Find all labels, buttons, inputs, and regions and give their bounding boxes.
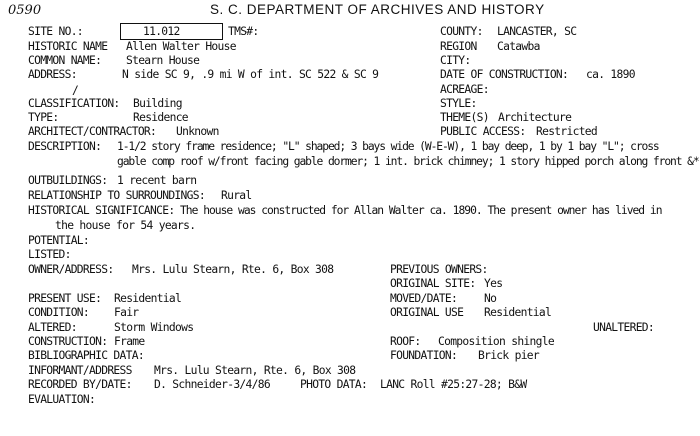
address-label: ADDRESS: <box>28 68 77 81</box>
common-name-value: Stearn House <box>126 54 200 67</box>
historic-name-label: HISTORIC NAME <box>28 40 108 53</box>
roof-label: ROOF: <box>390 335 421 348</box>
previous-owners-label: PREVIOUS OWNERS: <box>390 263 488 276</box>
public-access-value: Restricted <box>536 125 598 138</box>
recorded-by-label: RECORDED BY/DATE: <box>28 378 132 391</box>
listed-label: LISTED: <box>28 248 71 261</box>
informant-label: INFORMANT/ADDRESS <box>28 364 132 377</box>
architect-label: ARCHITECT/CONTRACTOR: <box>28 125 157 138</box>
classification-label: CLASSIFICATION: <box>28 97 120 110</box>
significance-label: HISTORICAL SIGNIFICANCE: <box>28 204 175 217</box>
stray-mark: / <box>72 84 79 97</box>
site-no-value: 11.012 <box>143 25 180 38</box>
original-use-label: ORIGINAL USE <box>390 306 464 319</box>
common-name-label: COMMON NAME: <box>28 54 102 67</box>
altered-label: ALTERED: <box>28 321 77 334</box>
relationship-value: Rural <box>221 189 252 202</box>
evaluation-label: EVALUATION: <box>28 393 96 406</box>
potential-label: POTENTIAL: <box>28 234 90 247</box>
bibliographic-label: BIBLIOGRAPHIC DATA: <box>28 349 144 362</box>
outbuildings-label: OUTBUILDINGS: <box>28 174 108 187</box>
public-access-label: PUBLIC ACCESS: <box>440 125 526 138</box>
address-value: N side SC 9, .9 mi W of int. SC 522 & SC 9 <box>122 68 379 81</box>
condition-value: Fair <box>114 306 139 319</box>
handwritten-number: 0590 <box>8 3 42 18</box>
present-use-value: Residential <box>114 292 182 305</box>
original-use-value: Residential <box>484 306 552 319</box>
outbuildings-value: 1 recent barn <box>117 174 197 187</box>
date-of-construction-label: DATE OF CONSTRUCTION: <box>440 68 569 81</box>
recorded-by-value: D. Schneider-3/4/86 <box>154 378 270 391</box>
county-value: LANCASTER, SC <box>497 25 577 38</box>
type-label: TYPE: <box>28 111 59 124</box>
date-of-construction-value: ca. 1890 <box>586 68 635 81</box>
acreage-label: ACREAGE: <box>440 83 489 96</box>
region-label: REGION <box>440 40 477 53</box>
present-use-label: PRESENT USE: <box>28 292 102 305</box>
form-title: S. C. DEPARTMENT OF ARCHIVES AND HISTORY <box>210 2 545 17</box>
site-no-label: SITE NO.: <box>28 25 83 38</box>
roof-value: Composition shingle <box>438 335 554 348</box>
construction-value: Frame <box>114 335 145 348</box>
photo-data-value: LANC Roll #25:27-28; B&W <box>380 378 527 391</box>
county-label: COUNTY: <box>440 25 483 38</box>
themes-value: Architecture <box>498 111 572 124</box>
description-label: DESCRIPTION: <box>28 140 102 153</box>
region-value: Catawba <box>497 40 540 53</box>
description-line-2: gable comp roof w/front facing gable dormer; 1 int. brick chimney; 1 story hipped porch along front &* <box>117 155 699 168</box>
significance-line-1: The house was constructed for Allan Walter ca. 1890. The present owner has lived in <box>180 204 662 217</box>
moved-date-value: No <box>484 292 497 305</box>
owner-label: OWNER/ADDRESS: <box>28 263 114 276</box>
original-site-label: ORIGINAL SITE: <box>390 277 476 290</box>
condition-label: CONDITION: <box>28 306 90 319</box>
themes-label: THEME(S) <box>440 111 489 124</box>
original-site-value: Yes <box>484 277 503 290</box>
relationship-label: RELATIONSHIP TO SURROUNDINGS: <box>28 189 205 202</box>
historic-name-value: Allen Walter House <box>126 40 236 53</box>
foundation-value: Brick pier <box>478 349 540 362</box>
classification-value: Building <box>133 97 182 110</box>
city-label: CITY: <box>440 54 471 67</box>
tms-label: TMS#: <box>228 25 259 38</box>
altered-value: Storm Windows <box>114 321 194 334</box>
informant-value: Mrs. Lulu Stearn, Rte. 6, Box 308 <box>154 364 356 377</box>
unaltered-label: UNALTERED: <box>593 321 655 334</box>
construction-label: CONSTRUCTION: <box>28 335 108 348</box>
architect-value: Unknown <box>176 125 219 138</box>
moved-date-label: MOVED/DATE: <box>390 292 458 305</box>
description-line-1: 1-1/2 story frame residence; "L" shaped; 3 bays wide (W-E-W), 1 bay deep, 1 by 1 bay "L"; cross <box>117 140 659 153</box>
type-value: Residence <box>133 111 188 124</box>
style-label: STYLE: <box>440 97 477 110</box>
owner-value: Mrs. Lulu Stearn, Rte. 6, Box 308 <box>132 263 334 276</box>
significance-line-2: the house for 54 years. <box>55 219 196 232</box>
photo-data-label: PHOTO DATA: <box>300 378 368 391</box>
foundation-label: FOUNDATION: <box>390 349 458 362</box>
